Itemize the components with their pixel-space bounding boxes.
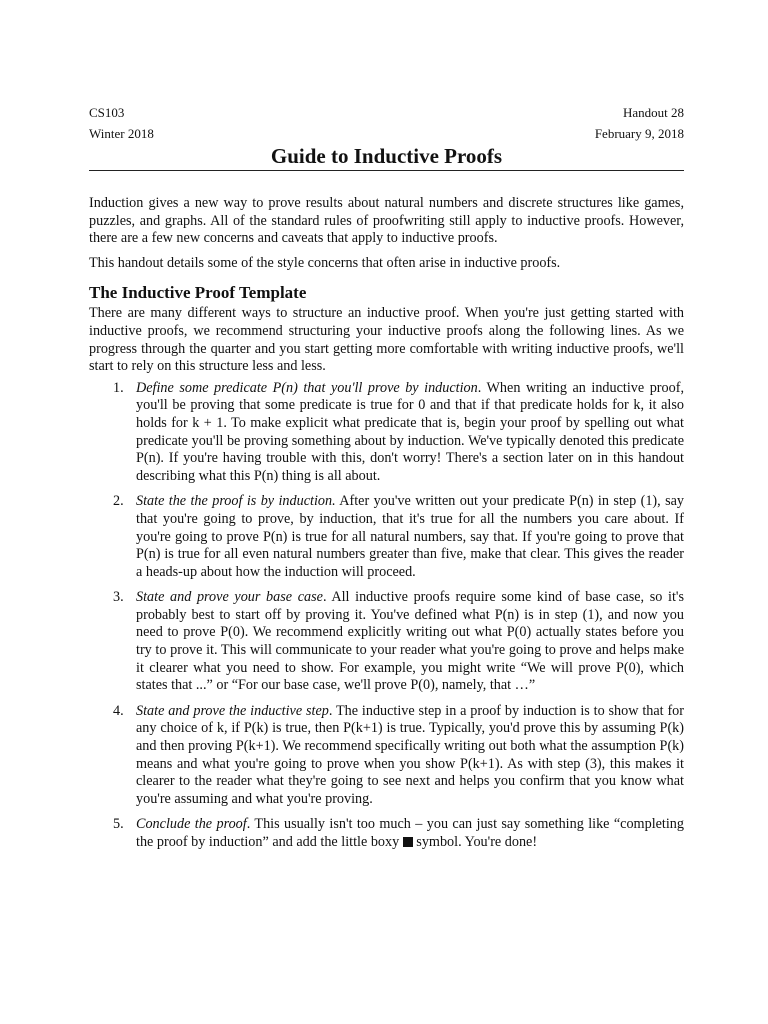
title-block [89, 142, 684, 171]
step-number: 4. [113, 702, 124, 719]
list-item [89, 589, 684, 695]
section-heading: The Inductive Proof Template [89, 283, 307, 303]
course-code: CS103 [89, 105, 125, 120]
list-item [89, 493, 684, 581]
intro-paragraph-1: Induction gives a new way to prove results about natural numbers and discrete structures like games, puzzles, and graphs. All of the standard rules of proofwriting still apply to inductive proofs. However, there are a few new concerns and caveats that apply to inductive proofs. [89, 195, 684, 247]
step-lead: State and prove your base case [136, 589, 323, 606]
step-number: 5. [113, 816, 124, 833]
page-title: Guide to Inductive Proofs [270, 144, 503, 168]
intro-paragraph-2: This handout details some of the style concerns that often arise in inductive proofs. [89, 254, 561, 271]
list-item [89, 703, 684, 809]
header-row-1 [89, 102, 684, 123]
handout-number: Handout 28 [622, 105, 684, 120]
list-item [89, 380, 684, 486]
steps-list [89, 380, 684, 852]
step-lead: Define some predicate P(n) that you'll prove by induction [136, 379, 478, 396]
header-row-2 [89, 123, 684, 144]
step-body: . All inductive proofs require some kind of base case, so it's probably best to start off by proving it. You've defined what P(n) is in step (1), and now you need to prove P(0). We recommend explicitly writing out what P(0) actually states before you try to prove it. This will communicate to your reader what you're going to prove and helps make it clearer what you need to show. For example, you might write “We will prove P(0), which states that ...” or “For our base case, we'll prove P(0), namely, that …” [136, 589, 684, 694]
step-lead: State and prove the inductive step [136, 702, 329, 719]
term: Winter 2018 [89, 126, 154, 141]
step-body-end: symbol. You're done! [412, 834, 538, 850]
step-body: . This usually isn't too much – you can just say something like “completing the proof by induction” and add the little boxy [136, 816, 684, 850]
step-body: . When writing an inductive proof, you'll be proving that some predicate is true for 0 and that if that predicate holds for k, it also holds for k + 1. To make explicit what predicate that is, begin your proof by spelling out what predicate you'll be proving something about by induction. We've typically denoted this predicate P(n). If you're having trouble with this, don't worry! There's a section later on in this handout describing what this P(n) thing is all about. [136, 379, 684, 484]
step-lead: State the the proof is by induction. [136, 493, 336, 510]
step-lead: Conclude the proof [136, 816, 247, 833]
step-number: 1. [113, 379, 124, 396]
handout-date: February 9, 2018 [594, 126, 684, 141]
qed-square-icon [403, 837, 413, 847]
step-number: 3. [113, 589, 124, 606]
step-body: . The inductive step in a proof by induction is to show that for any choice of k, if P(k) is true, then P(k+1) is true. Typically, you'd prove this by assuming P(k) and then proving P(k+1). We recommend specifically writing out both what the assumption P(k) means and what you're going to prove when you show P(k+1). As with step (3), this makes it clearer to the reader what they're going to see next and helps you confirm that you know what you're assuming and what you're proving. [136, 702, 685, 807]
step-body: After you've written out your predicate P(n) in step (1), say that you're going to prove, by induction, that it's true for all the numbers you care about. If you're going to prove P(n) is true for all natural numbers, say that. If you're going to prove that P(n) is true for all even natural numbers greater than five, make that clear. This gives the reader a heads-up about how the induction will proceed. [136, 493, 684, 580]
step-number: 2. [113, 493, 124, 510]
list-item [89, 816, 684, 851]
section-intro-paragraph: There are many different ways to structure an inductive proof. When you're just getting started with inductive proofs, we recommend structuring your inductive proofs along the following lines. As we progress through the quarter and you start getting more comfortable with writing inductive proofs, we'll start to rely on this structure less and less. [89, 305, 684, 375]
